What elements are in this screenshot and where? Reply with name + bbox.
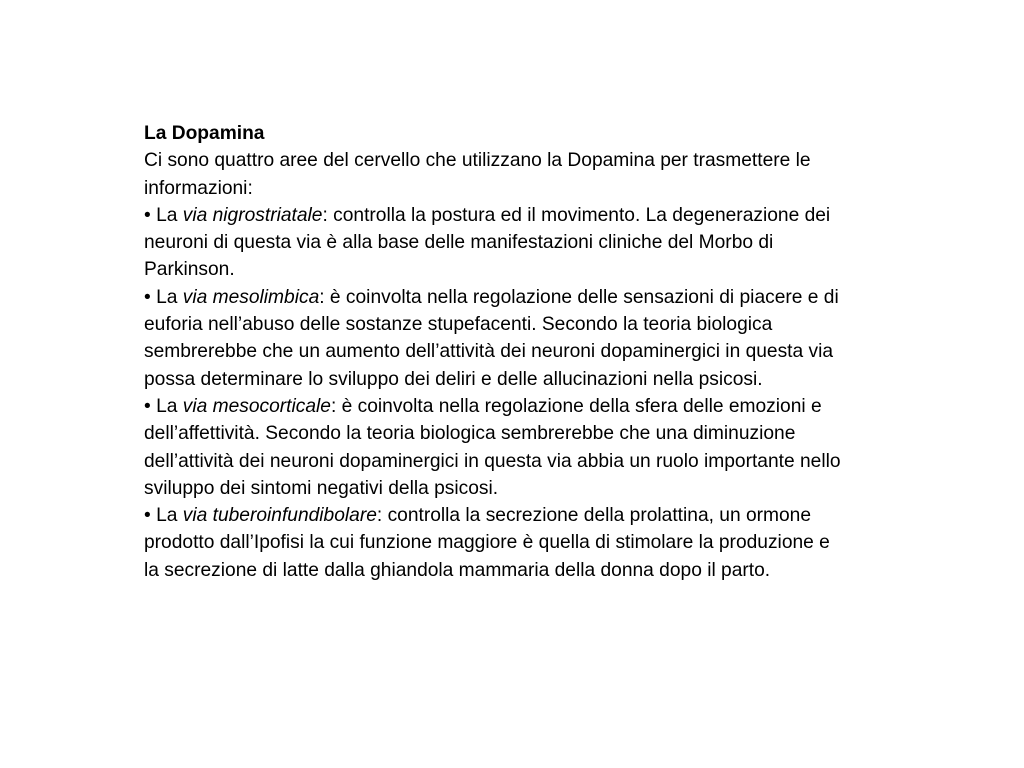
pathway-name: via nigrostriatale <box>182 204 323 226</box>
bullet-item-tuberoinfundibolare <box>144 502 844 584</box>
bullet-text: : controlla la secrezione della prolattina, un ormone prodotto dall’Ipofisi la cui funzione maggiore è quella di stimolare la produzione e la secrezione di latte dalla ghiandola mammaria della donna dopo il parto. <box>144 505 830 581</box>
bullet-text: : è coinvolta nella regolazione delle sensazioni di piacere e di euforia nell’abuso delle sostanze stupefacenti. Secondo la teoria biologica sembrerebbe che un aumento dell’attività dei neuroni dopaminergici in questa via possa determinare lo sviluppo dei deliri e delle allucinazioni nella psicosi. <box>144 286 839 390</box>
pathway-name: via tuberoinfundibolare <box>182 505 377 527</box>
slide-text-block <box>144 120 844 584</box>
bullet-prefix: La <box>156 505 183 527</box>
pathway-name: via mesolimbica <box>182 286 320 308</box>
bullet-item-nigrostriatale <box>144 202 844 284</box>
pathway-name: via mesocorticale <box>182 395 331 417</box>
bullet-text: : controlla la postura ed il movimento. La degenerazione dei neuroni di questa via è alla base delle manifestazioni cliniche del Morbo di Parkinson. <box>144 204 831 281</box>
bullet-symbol: • <box>144 395 157 417</box>
bullet-symbol: • <box>144 286 157 308</box>
document-title: La Dopamina <box>144 123 265 144</box>
bullet-prefix: La <box>156 204 183 226</box>
bullet-prefix: La <box>156 286 183 308</box>
bullet-text: : è coinvolta nella regolazione della sfera delle emozioni e dell’affettività. Secondo la teoria biologica sembrerebbe che una diminuzione dell’attività dei neuroni dopaminergici in questa via abbia un ruolo importante nello sviluppo dei sintomi negativi della psicosi. <box>144 395 841 499</box>
bullet-item-mesocorticale <box>144 393 844 502</box>
intro-paragraph: Ci sono quattro aree del cervello che utilizzano la Dopamina per trasmettere le informazioni: <box>144 150 811 199</box>
bullet-prefix: La <box>156 395 183 417</box>
bullet-symbol: • <box>144 204 157 226</box>
bullet-item-mesolimbica <box>144 284 844 393</box>
bullet-symbol: • <box>144 505 157 527</box>
